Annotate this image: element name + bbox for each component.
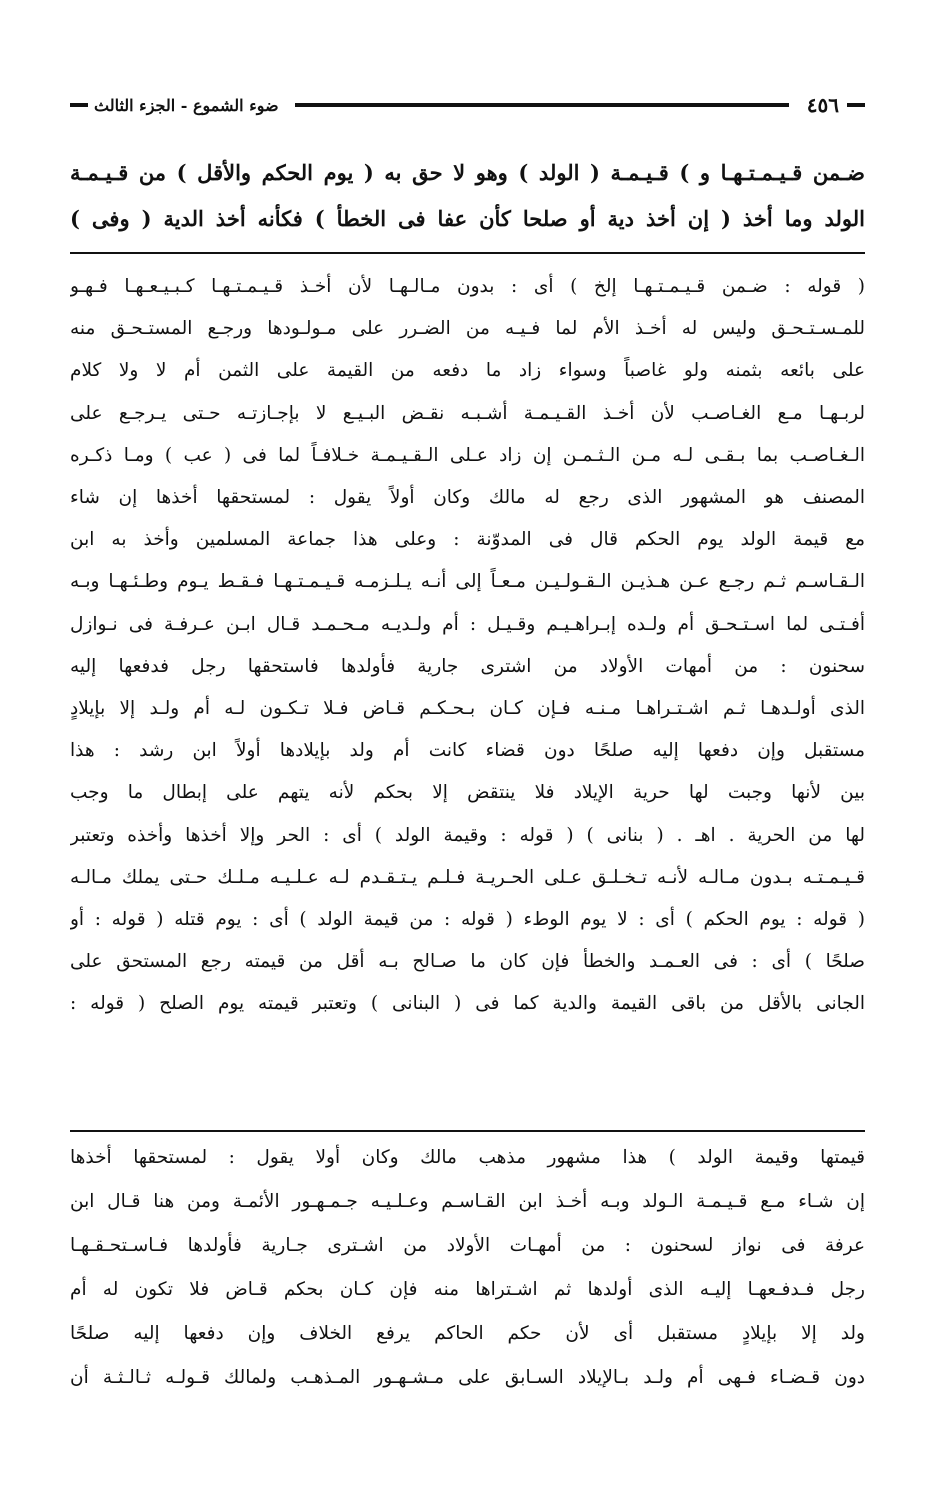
header-dash-left <box>70 103 88 107</box>
sharh-line: مع قيمة الولد يوم الحكم قال فى المدوّنة : وعلى هذا جماعة المسلمين وأخذ به ابن <box>70 529 865 551</box>
sharh-line: ( قوله : ضـمن قـيـمـتـهـا إلخ ) أى : بدون مـالـهـا لأن أخـذ قـيـمـتـهـا كـبـيـعـهـا فـهـو <box>70 276 865 297</box>
footnote-separator <box>70 1130 865 1132</box>
sharh-line: الـقـاسـم ثـم رجـع عـن هـذيـن الـقـولـيـن مـعـاً إلى أنـه يـلـزمـه قـيـمـتـهـا فـقـط يـوم وطـئـهـا وبـه <box>70 571 865 593</box>
running-title: ضوء الشموع - الجزء الثالث <box>94 95 279 115</box>
sharh-line: الجانى بالأقل من باقى القيمة والدية كما فى ( البنانى ) وتعتبر قيمته يوم الصلح ( قوله : <box>70 993 865 1015</box>
hashiya-line: إن شـاء مـع قـيـمـة الـولد وبـه أخـذ ابن القـاسـم وعـلـيـه جـمـهـور الأئمـة ومن هنا قـال ابن <box>70 1191 865 1212</box>
sharh-line: بين لأنها وجبت لها حرية الإيلاد فلا ينتقض إلا بحكم لأنه يتهم على إبطال ما وجب <box>70 782 865 804</box>
hashiya-line: عرفة فى نواز لسحنون : من أمهـات الأولاد من اشـترى جـارية فأولدها فـاسـتحـقـهـا <box>70 1235 865 1256</box>
sharh-line: قـيـمـتـه بـدون مـالـه لأنـه تـخـلـق عـلى الحـريـة فـلـم يـتـقـدم لـه عـلـيـه مـلـك حـتى يملك مـالـه <box>70 866 865 888</box>
header-rule <box>295 103 789 107</box>
sharh-line: ( قوله : يوم الحكم ) أى : لا يوم الوطء ( قوله : من قيمة الولد ) أى : يوم قتله ( قوله : أو <box>70 909 865 931</box>
sharh-text <box>70 266 865 1026</box>
hashiya-line: ولد إلا بإيلادٍ مستقبل أى لأن حكم الحاكم يرفع الخلاف وإن دفعها إليه صلحًا <box>70 1323 865 1344</box>
sharh-line: لربـهـا مـع الغـاصـب لأن أخـذ القـيـمـة أشـبـه نقـض البـيـع لا بإجـازتـه حـتى يـرجـع على <box>70 402 865 424</box>
header-dash-right <box>847 103 865 107</box>
page-number: ٤٥٦ <box>806 93 839 117</box>
hashiya-text <box>70 1136 865 1400</box>
page-header <box>70 90 865 120</box>
sharh-line: الذى أولـدهـا ثـم اشـتـراهـا مـنـه فـإن كـان بـحـكـم قـاض فـلا تـكـون لـه أم ولـد إلا بإيلادٍ <box>70 698 865 720</box>
sharh-line: أفـتـى لما اسـتـحـق أم ولـده إبـراهـيـم وقـيـل : أم ولـديـه مـحـمـد قـال ابـن عـرفـة فى نـوازل <box>70 613 865 635</box>
matn-text <box>70 150 865 242</box>
sharh-line: المصنف هو المشهور الذى رجع له مالك وكان أولاً يقول : لمستحقها أخذها إن شاء <box>70 487 865 509</box>
sharh-line: على بائعه بثمنه ولو غاصباً وسواء زاد ما دفعه من القيمة على الثمن أم لا ولا كلام <box>70 360 865 382</box>
sharh-line: الـغـاصـب بما بـقـى لـه مـن الـثـمـن إن زاد عـلى الـقـيـمـة خـلافـاً لما فى ( عب ) ومـا ذكـره <box>70 444 865 466</box>
sharh-line: لها من الحرية . اهـ . ( بنانى ) ( قوله : وقيمة الولد ) أى : الحر وإلا أخذها وأخذه وتعتبر <box>70 824 865 846</box>
sharh-line: سحنون : من أمهات الأولاد من اشترى جارية فأولدها فاستحقها رجل فدفعها إليه <box>70 655 865 677</box>
sharh-line: صلحًا ) أى : فى العـمـد والخطأ فإن كان ما صـالح بـه أقل من قيمته رجع المستحق على <box>70 951 865 973</box>
matn-separator <box>70 252 865 254</box>
matn-line: ضـمن قـيـمـتـهـا و ) قـيـمـة ( الولد ) وهو لا حق به ( يوم الحكم والأقل ) من قـيـمـة <box>70 160 865 185</box>
sharh-line: مستقبل وإن دفعها إليه صلحًا دون قضاء كانت أم ولد بإيلادها أولاً ابن رشد : هذا <box>70 740 865 762</box>
sharh-line: للمـسـتـحـق وليس له أخـذ الأم لما فـيـه من الضـرر على مـولـودها ورجـع المستـحـق منه <box>70 318 865 340</box>
hashiya-line: رجل فـدفـعهـا إليـه الذى أولدها ثم اشـتراها منه فإن كـان بحكم قـاض فلا تكون له أم <box>70 1279 865 1300</box>
hashiya-line: قيمتها وقيمة الولد ) هذا مشهور مذهب مالك وكان أولا يقول : لمستحقها أخذها <box>70 1147 865 1168</box>
matn-line: الولد وما أخذ ( إن أخذ دية أو صلحا كأن عفا فى الخطأ ) فكأنه أخذ الدية ( وفى ) <box>70 206 865 231</box>
hashiya-line: دون قـضـاء فـهى أم ولـد بـالإيلاد السـابق على مـشـهـور المـذهـب ولمالك قـولـه ثـالـثـة أن <box>70 1367 865 1388</box>
